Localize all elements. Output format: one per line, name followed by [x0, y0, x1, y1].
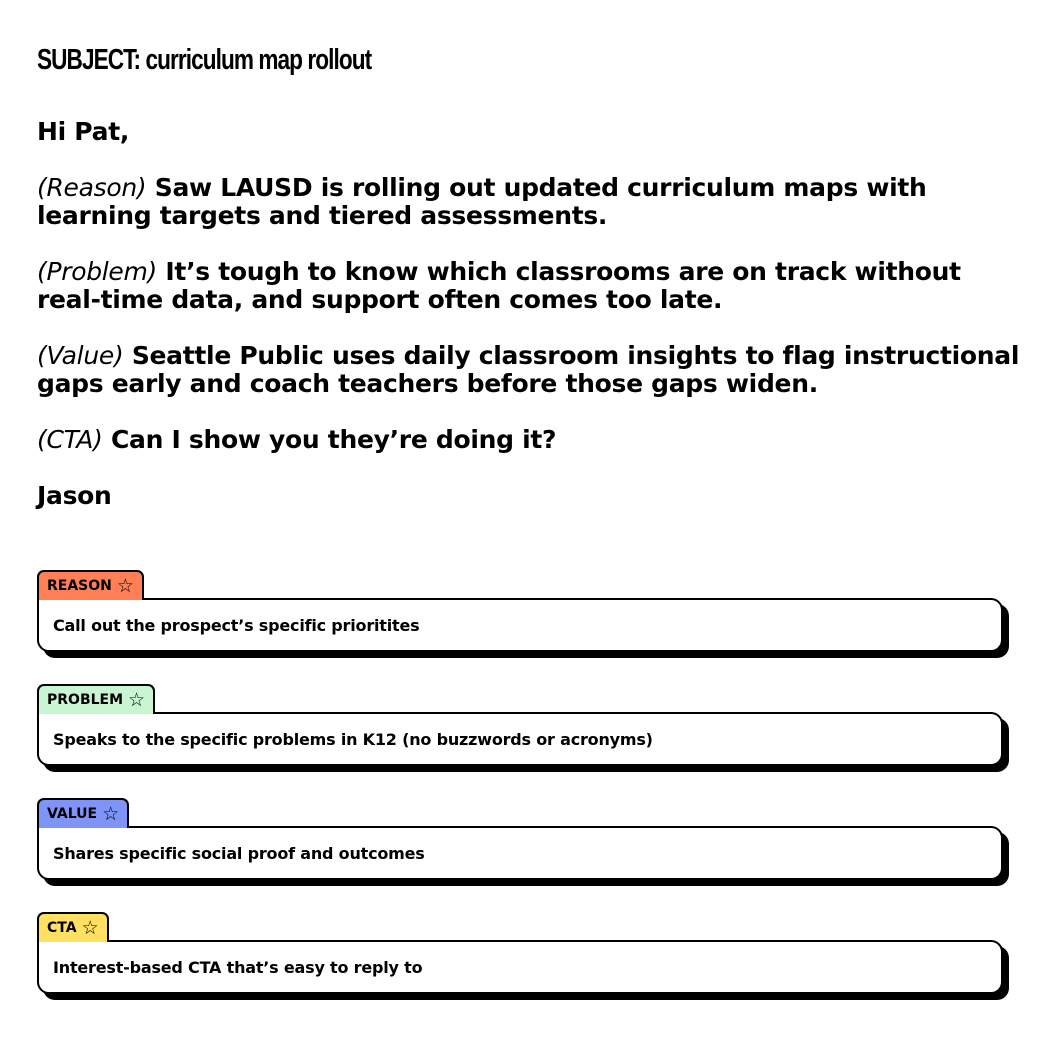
- card-label: CTA: [47, 920, 77, 936]
- card-tab-problem: [37, 684, 155, 714]
- email-paragraph-reason: [37, 174, 1027, 230]
- card-label: PROBLEM: [47, 692, 124, 708]
- email-greeting: Hi Pat,: [37, 117, 130, 146]
- card-label: VALUE: [47, 806, 98, 822]
- star-icon: ☆: [102, 802, 120, 825]
- paragraph-text: Saw LAUSD is rolling out updated curriculum maps with learning targets and tiered assessments.: [37, 173, 927, 230]
- card-description: Interest-based CTA that’s easy to reply to: [37, 940, 1003, 994]
- paragraph-tag: (CTA): [37, 425, 103, 454]
- star-icon: ☆: [128, 688, 146, 711]
- card-label: REASON: [47, 578, 112, 594]
- email-paragraph-value: [37, 342, 1027, 398]
- paragraph-text: Can I show you they’re doing it?: [110, 425, 557, 454]
- paragraph-tag: (Problem): [37, 257, 158, 286]
- email-paragraph-cta: [37, 426, 1027, 454]
- card-tab-reason: [37, 570, 144, 600]
- paragraph-text: Seattle Public uses daily classroom insights to flag instructional gaps early and coach teachers before those gaps widen.: [37, 341, 1020, 398]
- card-tab-value: [37, 798, 129, 828]
- card-description: Shares specific social proof and outcomes: [37, 826, 1003, 880]
- paragraph-text: It’s tough to know which classrooms are on track without real-time data, and support often comes too late.: [37, 257, 961, 314]
- card-description: Call out the prospect’s specific prioritites: [37, 598, 1003, 652]
- email-signature: Jason: [37, 481, 112, 510]
- paragraph-tag: (Reason): [37, 173, 147, 202]
- email-body: [37, 118, 1027, 538]
- card-tab-cta: [37, 912, 109, 942]
- star-icon: ☆: [81, 916, 99, 939]
- email-subject: SUBJECT: curriculum map rollout: [37, 44, 372, 76]
- star-icon: ☆: [116, 574, 134, 597]
- email-paragraph-problem: [37, 258, 1027, 314]
- card-description: Speaks to the specific problems in K12 (no buzzwords or acronyms): [37, 712, 1003, 766]
- paragraph-tag: (Value): [37, 341, 124, 370]
